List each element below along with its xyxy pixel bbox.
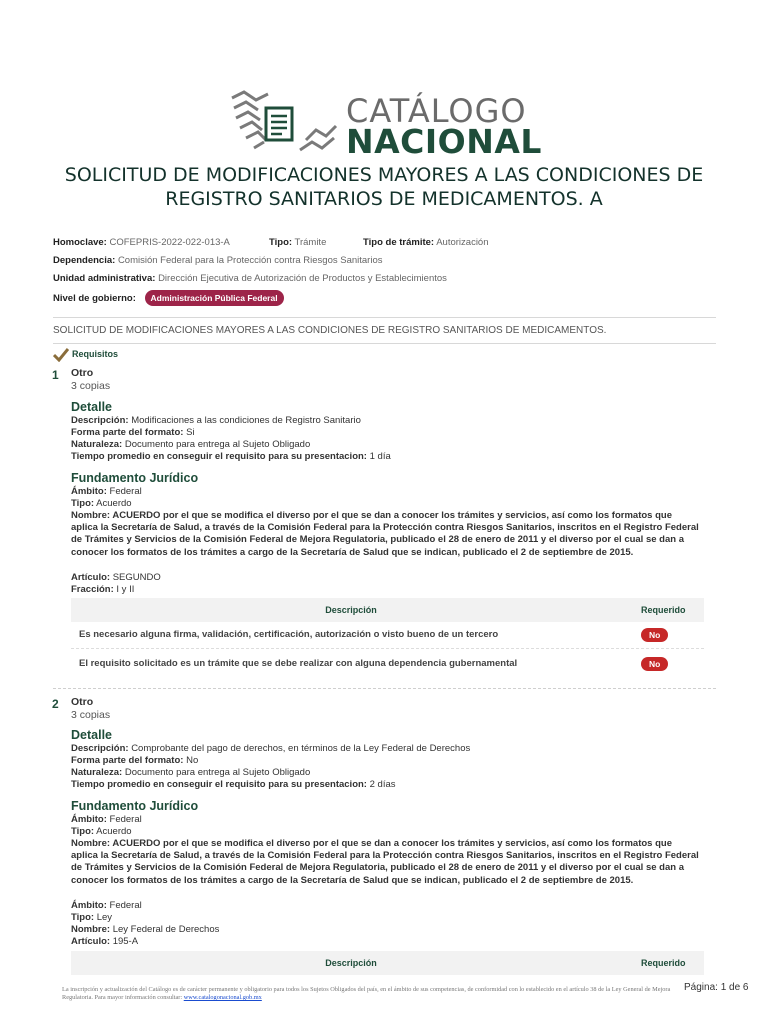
row-descripcion: Es necesario alguna firma, validación, certificación, autorización o visto bueno de un tercero	[79, 629, 499, 640]
requisito-copies: 3 copias	[71, 380, 111, 392]
fundamento-nombre: Nombre: ACUERDO por el que se modifica el diverso por el que se dan a conocer los trámites y servicios, así como los formatos que aplica la Secretaría de Salud, a través de la Comisión Federal para la Protección contra Riesgos Sanitarios, inscritos en el Registro Federal de Trámites y Servicios de la Comisión Federal de Mejora Regulatoria, publicado el 28 de enero de 2011 y el diverso por el cual se dan a conocer los formatos de los trámites a cargo de la Secretaría de Salud que se indican, publicado el 2 de septiembre de 2015.	[71, 838, 699, 886]
checkmark-icon	[53, 348, 69, 362]
fundamento-articulo: Artículo: SEGUNDO	[71, 572, 161, 583]
table-row	[71, 620, 704, 649]
footer-link[interactable]: www.catalogonacional.gob.mx	[183, 994, 262, 1001]
fundamento-nombre: Nombre: ACUERDO por el que se modifica el diverso por el que se dan a conocer los trámites y servicios, así como los formatos que aplica la Secretaría de Salud, a través de la Comisión Federal para la Protección contra Riesgos Sanitarios, inscritos en el Registro Federal de Trámites y Servicios de la Comisión Federal de Mejora Regulatoria, publicado el 28 de enero de 2011 y el diverso por el cual se dan a conocer los formatos de los trámites a cargo de la Secretaría de Salud que se indican, publicado el 2 de septiembre de 2015.	[71, 510, 699, 558]
tipo-tramite-label: Tipo de trámite:	[363, 237, 435, 248]
requisito-type: Otro	[71, 696, 94, 708]
fundamento-articulo: Artículo: 195-A	[71, 936, 139, 947]
homoclave-value: COFEPRIS-2022-022-013-A	[109, 237, 230, 248]
fundamento-fraccion: Fracción: I y II	[71, 584, 135, 595]
fundamento-nombre: Nombre: Ley Federal de Derechos	[71, 924, 220, 935]
logo-mark-icon	[230, 90, 342, 156]
row-descripcion: El requisito solicitado es un trámite que se debe realizar con alguna dependencia gubernamental	[79, 658, 518, 669]
detalle-naturaleza: Naturaleza: Documento para entrega al Sujeto Obligado	[71, 767, 311, 778]
requisitos-heading: Requisitos	[72, 349, 119, 359]
detalle-naturaleza: Naturaleza: Documento para entrega al Sujeto Obligado	[71, 439, 311, 450]
table-header	[71, 598, 704, 622]
logo-text-catalogo: CATÁLOGO	[346, 92, 527, 130]
col-descripcion: Descripción	[325, 605, 377, 615]
page-number: Página: 1 de 6	[684, 982, 749, 993]
unidad-value: Dirección Ejecutiva de Autorización de Productos y Establecimientos	[158, 273, 447, 284]
meta-tipo	[269, 237, 326, 248]
fundamento-tipo: Tipo: Ley	[71, 912, 113, 923]
fundamento-heading: Fundamento Jurídico	[71, 471, 199, 485]
nivel-badge: Administración Pública Federal	[145, 290, 284, 306]
fundamento-heading: Fundamento Jurídico	[71, 799, 199, 813]
homoclave-label: Homoclave:	[53, 237, 107, 248]
tipo-tramite-value: Autorización	[436, 237, 489, 248]
dependencia-value: Comisión Federal para la Protección contra Riesgos Sanitarios	[117, 255, 383, 266]
requisito-number: 1	[52, 368, 59, 382]
unidad-label: Unidad administrativa:	[53, 273, 156, 284]
table-header	[71, 951, 704, 975]
procedure-subtitle: SOLICITUD DE MODIFICACIONES MAYORES A LAS CONDICIONES DE REGISTRO SANITARIOS DE MEDICAMENTOS.	[53, 325, 607, 336]
fundamento-tipo: Tipo: Acuerdo	[71, 826, 132, 837]
detalle-forma: Forma parte del formato: No	[71, 755, 199, 766]
footer-notice	[62, 986, 682, 1002]
dependencia-label: Dependencia:	[53, 255, 116, 266]
meta-row-1	[53, 237, 230, 248]
requerido-badge: No	[641, 628, 668, 642]
col-requerido: Requerido	[641, 958, 686, 968]
catalogo-nacional-logo	[230, 90, 542, 161]
detalle-descripcion: Descripción: Comprobante del pago de derechos, en términos de la Ley Federal de Derechos	[71, 743, 471, 754]
detalle-descripcion: Descripción: Modificaciones a las condiciones de Registro Sanitario	[71, 415, 361, 426]
meta-dependencia	[53, 255, 382, 266]
requisito-type: Otro	[71, 367, 94, 379]
tipo-value: Trámite	[294, 237, 327, 248]
col-descripcion: Descripción	[325, 958, 377, 968]
fundamento-ambito: Ámbito: Federal	[71, 486, 142, 497]
requisito-number: 2	[52, 697, 59, 711]
fundamento-tipo: Tipo: Acuerdo	[71, 498, 132, 509]
requisito-copies: 3 copias	[71, 709, 111, 721]
logo-text-nacional: NACIONAL	[346, 122, 542, 161]
detalle-tiempo: Tiempo promedio en conseguir el requisito para su presentacion: 2 días	[71, 779, 396, 790]
meta-tipo-tramite	[363, 237, 489, 248]
col-requerido: Requerido	[641, 605, 686, 615]
tipo-label: Tipo:	[269, 237, 293, 248]
detalle-heading: Detalle	[71, 728, 112, 742]
fundamento-ambito: Ámbito: Federal	[71, 900, 142, 911]
detalle-heading: Detalle	[71, 400, 112, 414]
fundamento-ambito: Ámbito: Federal	[71, 814, 142, 825]
meta-unidad	[53, 273, 447, 284]
requisito-separator	[53, 688, 716, 689]
footer-text: La inscripción y actualización del Catálogo es de carácter permanente y obligatorio para todos los Sujetos Obligados del país, en el ámbito de sus competencias, de conformidad con lo establecido en el artículo 38 de la Ley General de Mejora Regulatoria. Para mayor información consultar:	[62, 986, 671, 1001]
detalle-tiempo: Tiempo promedio en conseguir el requisito para su presentacion: 1 día	[71, 451, 391, 462]
table-row	[71, 649, 704, 678]
divider	[53, 317, 716, 318]
page-title: SOLICITUD DE MODIFICACIONES MAYORES A LAS CONDICIONES DE REGISTRO SANITARIOS DE MEDICAMENTOS. A	[64, 164, 704, 210]
nivel-label: Nivel de gobierno:	[53, 293, 136, 304]
divider	[53, 343, 716, 344]
detalle-forma: Forma parte del formato: Si	[71, 427, 195, 438]
meta-nivel	[53, 290, 284, 306]
requerido-badge: No	[641, 657, 668, 671]
